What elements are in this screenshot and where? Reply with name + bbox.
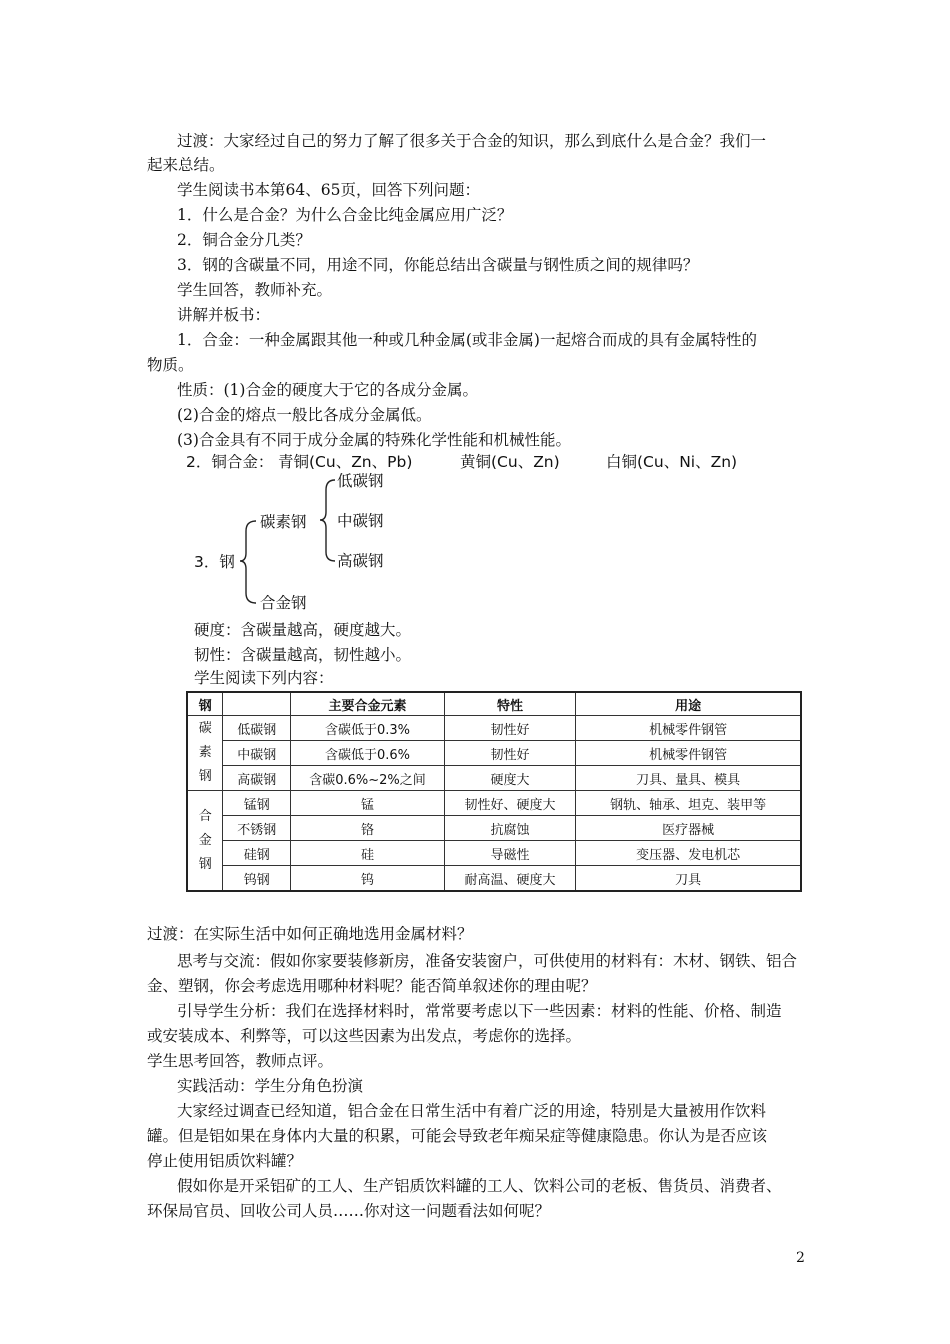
- table-row: [187, 816, 801, 841]
- cell-type: 锰钢: [223, 791, 291, 816]
- copper-alloy-label: 2．铜合金：: [186, 453, 274, 471]
- cell-elements: 硅: [291, 841, 445, 866]
- cell-properties: 韧性好: [444, 741, 576, 766]
- steel-table: [186, 691, 802, 892]
- cell-type: 中碳钢: [223, 741, 291, 766]
- cell-elements: 含碳低于0.3%: [291, 716, 445, 741]
- cell-uses: 变压器、发电机芯: [576, 841, 801, 866]
- alloy-steel-label: 合金钢: [260, 594, 307, 612]
- cell-properties: 韧性好: [444, 716, 576, 741]
- copper-brass: 黄铜(Cu、Zn): [460, 453, 560, 471]
- question-2: 2．铜合金分几类？: [177, 231, 311, 249]
- group-alloy-steel: [187, 791, 223, 892]
- cell-properties: 导磁性: [444, 841, 576, 866]
- group-carbon-steel-label: 碳 素 钢: [198, 721, 212, 784]
- cell-elements: 铬: [291, 816, 445, 841]
- mid-carbon-steel-label: 中碳钢: [337, 512, 384, 530]
- transition-materials: 过渡：在实际生活中如何正确地选用金属材料？: [147, 925, 473, 943]
- header-type: [223, 692, 291, 716]
- table-row: [187, 766, 801, 791]
- cell-type: 硅钢: [223, 841, 291, 866]
- table-row: [187, 716, 801, 741]
- think-exchange: 思考与交流：假如你家要装修新房，准备安装窗户，可供使用的材料有：木材、钢铁、铝合: [177, 952, 798, 970]
- property-3: (3)合金具有不同于成分金属的特殊化学性能和机械性能。: [177, 431, 571, 449]
- low-carbon-steel-label: 低碳钢: [337, 472, 384, 490]
- read-label: 学生阅读下列内容：: [194, 669, 334, 687]
- cell-uses: 机械零件钢管: [576, 716, 801, 741]
- group-carbon-steel: [187, 716, 223, 791]
- paragraph-transition: 过渡：大家经过自己的努力了解了很多关于合金的知识，那么到底什么是合金？我们一: [177, 132, 767, 150]
- aluminum-paragraph: 大家经过调查已经知道，铝合金在日常生活中有着广泛的用途，特别是大量被用作饮料: [177, 1102, 767, 1120]
- header-elements: 主要合金元素: [291, 692, 445, 716]
- table-row: [187, 841, 801, 866]
- guide-analysis: 引导学生分析：我们在选择材料时，常常要考虑以下一些因素：材料的性能、价格、制造: [177, 1002, 782, 1020]
- cell-elements: 含碳低于0.6%: [291, 741, 445, 766]
- cell-uses: 刀具: [576, 866, 801, 892]
- cell-properties: 硬度大: [444, 766, 576, 791]
- cell-type: 高碳钢: [223, 766, 291, 791]
- cell-elements: 锰: [291, 791, 445, 816]
- table-row: [187, 741, 801, 766]
- table-row: [187, 791, 801, 816]
- cell-properties: 韧性好、硬度大: [444, 791, 576, 816]
- cell-elements: 钨: [291, 866, 445, 892]
- practice-activity: 实践活动：学生分角色扮演: [177, 1077, 364, 1095]
- guide-analysis-cont: 或安装成本、利弊等，可以这些因素为出发点，考虑你的选择。: [147, 1027, 582, 1045]
- group-alloy-steel-label: 合 金 钢: [198, 808, 212, 872]
- cell-uses: 医疗器械: [576, 816, 801, 841]
- hardness-rule: 硬度：含碳量越高，硬度越大。: [194, 621, 412, 639]
- roleplay-paragraph: 假如你是开采铝矿的工人、生产铝质饮料罐的工人、饮料公司的老板、售货员、消费者、: [177, 1177, 782, 1195]
- roleplay-paragraph-cont: 环保局官员、回收公司人员……你对这一问题看法如何呢？: [147, 1202, 551, 1220]
- cell-type: 钨钢: [223, 866, 291, 892]
- paragraph-transition-cont: 起来总结。: [147, 156, 225, 174]
- cell-properties: 抗腐蚀: [444, 816, 576, 841]
- cell-uses: 钢轨、轴承、坦克、装甲等: [576, 791, 801, 816]
- property-1: 性质：(1)合金的硬度大于它的各成分金属。: [177, 381, 478, 399]
- question-1: 1．什么是合金？为什么合金比纯金属应用广泛？: [177, 206, 513, 224]
- alloy-definition: 1．合金：一种金属跟其他一种或几种金属(或非金属)一起熔合而成的具有金属特性的: [177, 331, 757, 349]
- aluminum-paragraph-cont2: 停止使用铝质饮料罐？: [147, 1152, 303, 1170]
- aluminum-paragraph-cont1: 罐。但是铝如果在身体内大量的积累，可能会导致老年痴呆症等健康隐患。你认为是否应该: [147, 1127, 768, 1145]
- header-uses: 用途: [576, 692, 801, 716]
- paragraph-answer: 学生回答，教师补充。: [177, 281, 333, 299]
- table-header-row: [187, 692, 801, 716]
- header-steel: 钢: [187, 692, 223, 716]
- carbon-steel-label: 碳素钢: [260, 513, 307, 531]
- cell-type: 不锈钢: [223, 816, 291, 841]
- toughness-rule: 韧性：含碳量越高，韧性越小。: [194, 646, 412, 664]
- paragraph-lecture: 讲解并板书：: [177, 306, 271, 324]
- alloy-definition-cont: 物质。: [147, 356, 194, 374]
- question-3: 3．钢的含碳量不同，用途不同，你能总结出含碳量与钢性质之间的规律吗？: [177, 256, 699, 274]
- paragraph-reading-task: 学生阅读书本第64、65页，回答下列问题：: [177, 181, 480, 199]
- steel-root-label: 3．钢: [194, 553, 235, 571]
- cell-properties: 耐高温、硬度大: [444, 866, 576, 892]
- cell-uses: 机械零件钢管: [576, 741, 801, 766]
- cell-type: 低碳钢: [223, 716, 291, 741]
- high-carbon-steel-label: 高碳钢: [337, 552, 384, 570]
- copper-bronze: 青铜(Cu、Zn、Pb): [278, 453, 413, 471]
- property-2: (2)合金的熔点一般比各成分金属低。: [177, 406, 432, 424]
- page-number: 2: [796, 1250, 805, 1266]
- cell-elements: 含碳0.6%~2%之间: [291, 766, 445, 791]
- think-exchange-cont: 金、塑钢，你会考虑选用哪种材料呢？能否简单叙述你的理由呢？: [147, 977, 597, 995]
- student-answer: 学生思考回答，教师点评。: [147, 1052, 334, 1070]
- cell-uses: 刀具、量具、模具: [576, 766, 801, 791]
- table-row: [187, 866, 801, 892]
- header-properties: 特性: [444, 692, 576, 716]
- copper-white: 白铜(Cu、Ni、Zn): [606, 453, 738, 471]
